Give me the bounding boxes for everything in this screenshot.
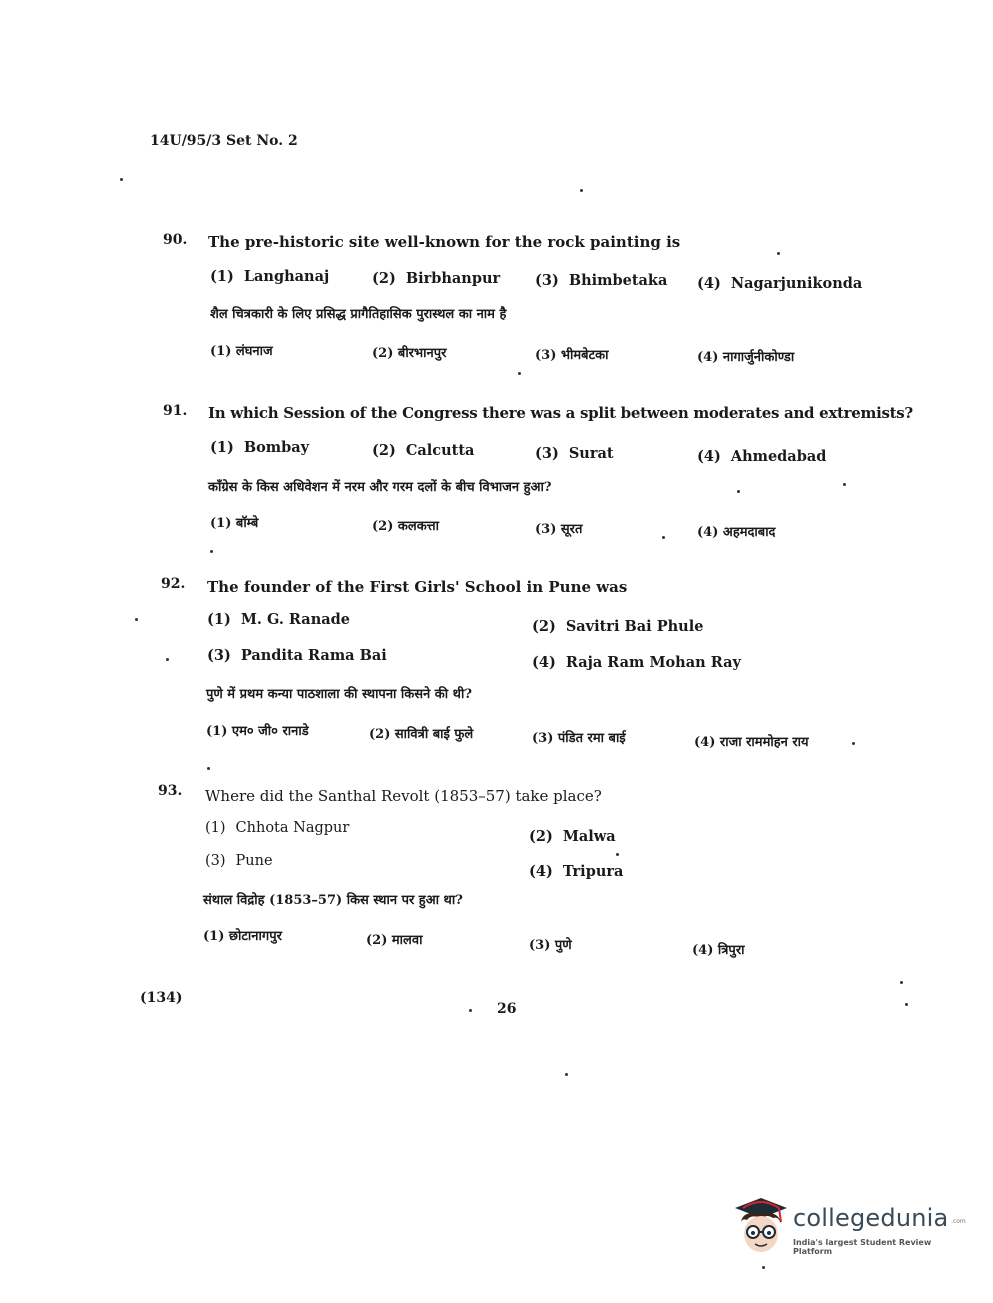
hindi-option-1: (1) लंघनाज (210, 344, 273, 359)
question-number: 91. (163, 403, 188, 419)
scan-speck (662, 536, 665, 539)
option-4: (4) Raja Ram Mohan Ray (532, 654, 741, 671)
scan-speck (565, 1073, 568, 1076)
hindi-option-4: (4) त्रिपुरा (692, 943, 745, 958)
scan-speck (580, 189, 583, 192)
scan-speck (852, 742, 855, 745)
option-4: (4) Nagarjunikonda (697, 275, 863, 292)
option-3: (3) Pandita Rama Bai (207, 647, 387, 664)
scan-speck (762, 1266, 765, 1269)
option-3: (3) Surat (535, 445, 614, 462)
scan-speck (469, 1009, 472, 1012)
logo-suffix: .com (951, 1218, 966, 1225)
hindi-option-1: (1) बॉम्बे (210, 516, 259, 531)
hindi-option-3: (3) पुणे (529, 938, 572, 953)
question-text-hindi: पुणे में प्रथम कन्या पाठशाला की स्थापना किसने की थी? (206, 687, 472, 702)
question-number: 90. (163, 232, 188, 248)
scan-speck (120, 178, 123, 181)
hindi-option-4: (4) नागार्जुनीकोण्डा (697, 350, 795, 365)
scan-speck (843, 483, 846, 486)
question-text-hindi: शैल चित्रकारी के लिए प्रसिद्ध प्रागैतिहासिक पुरास्थल का नाम है (210, 307, 507, 322)
hindi-option-2: (2) कलकत्ता (372, 519, 440, 534)
question-number: 92. (161, 576, 186, 592)
hindi-option-3: (3) पंडित रमा बाई (532, 731, 626, 746)
scan-speck (900, 981, 903, 984)
option-1: (1) Langhanaj (210, 268, 330, 285)
scan-speck (135, 618, 138, 621)
scan-speck (210, 550, 213, 553)
scan-speck (905, 1003, 908, 1006)
footer-code: (134) (140, 990, 183, 1006)
option-3: (3) Pune (205, 853, 273, 869)
question-text-hindi: काँग्रेस के किस अधिवेशन में नरम और गरम दलों के बीच विभाजन हुआ? (208, 480, 552, 495)
page-number: 26 (497, 1001, 517, 1017)
question-text: Where did the Santhal Revolt (1853–57) take place? (205, 787, 602, 805)
option-1: (1) M. G. Ranade (207, 611, 351, 628)
scan-speck (737, 490, 740, 493)
scan-speck (166, 658, 169, 661)
option-3: (3) Bhimbetaka (535, 272, 668, 289)
question-text: The pre-historic site well-known for the rock painting is (208, 233, 681, 251)
option-4: (4) Ahmedabad (697, 448, 827, 465)
scan-speck (616, 853, 619, 856)
logo-tagline: India's largest Student Review Platform (793, 1238, 932, 1256)
collegedunia-logo (733, 1196, 966, 1262)
option-1: (1) Bombay (210, 439, 310, 456)
scan-speck (207, 767, 210, 770)
hindi-option-1: (1) एम० जी० रानाडे (206, 724, 309, 739)
hindi-option-3: (3) भीमबेटका (535, 348, 609, 363)
option-2: (2) Birbhanpur (372, 270, 501, 287)
scan-speck (518, 372, 521, 375)
question-text: In which Session of the Congress there was a split between moderates and extremists? (208, 404, 913, 422)
logo-wordmark: collegedunia (793, 1204, 949, 1232)
question-text-hindi: संथाल विद्रोह (1853–57) किस स्थान पर हुआ था? (203, 893, 463, 908)
question-text: The founder of the First Girls' School in Pune was (207, 578, 628, 596)
hindi-option-3: (3) सूरत (535, 522, 583, 537)
option-2: (2) Savitri Bai Phule (532, 618, 704, 635)
hindi-option-1: (1) छोटानागपुर (203, 929, 282, 944)
set-header: 14U/95/3 Set No. 2 (150, 133, 298, 149)
option-1: (1) Chhota Nagpur (205, 820, 350, 836)
hindi-option-4: (4) अहमदाबाद (697, 525, 776, 540)
hindi-option-2: (2) बीरभानपुर (372, 346, 447, 361)
option-2: (2) Calcutta (372, 442, 475, 459)
scan-speck (777, 252, 780, 255)
option-4: (4) Tripura (529, 863, 624, 880)
option-2: (2) Malwa (529, 828, 616, 845)
mascot-icon (733, 1196, 791, 1258)
hindi-option-4: (4) राजा राममोहन राय (694, 735, 809, 750)
hindi-option-2: (2) सावित्री बाई फुले (369, 727, 474, 742)
hindi-option-2: (2) मालवा (366, 933, 423, 948)
question-number: 93. (158, 783, 183, 799)
